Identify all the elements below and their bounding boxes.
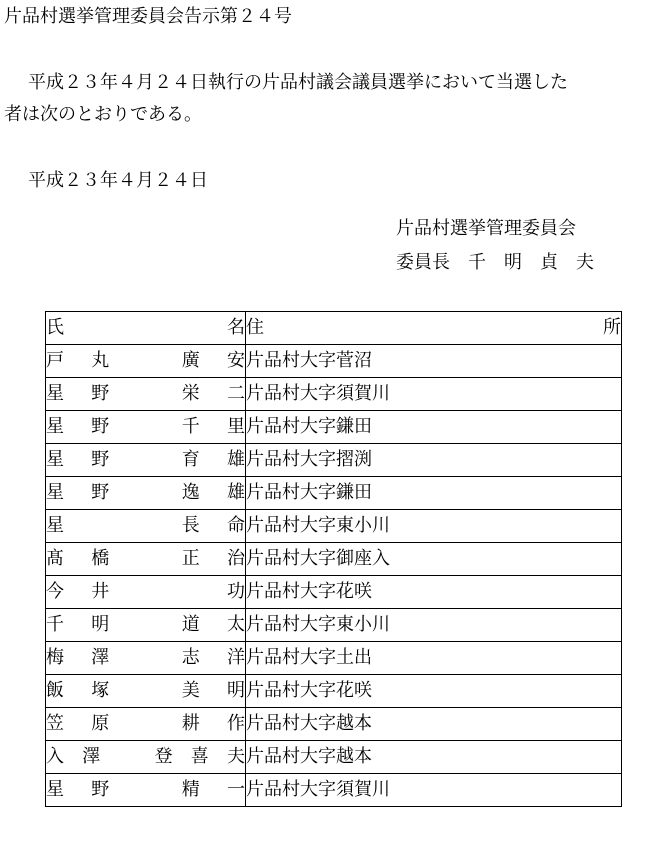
notice-title: 片品村選挙管理委員会告示第２４号 [4,6,292,27]
member-name: 星野 逸雄 [46,477,246,510]
member-address: 片品村大字土出 [246,642,622,675]
column-header-name: 氏 名 [46,312,246,345]
member-name: 戸丸 廣安 [46,345,246,378]
elected-members-table [45,311,622,807]
member-name: 星 長命 [46,510,246,543]
table-row [46,378,622,411]
column-header-address: 住 所 [246,312,622,345]
member-name: 笠原 耕作 [46,708,246,741]
table-row [46,477,622,510]
issuer-name: 片品村選挙管理委員会 [396,218,576,239]
member-address: 片品村大字鎌田 [246,477,622,510]
notice-body-line-1: 平成２３年４月２４日執行の片品村議会議員選挙において当選した [28,72,568,93]
member-name: 髙橋 正治 [46,543,246,576]
member-name: 星野 栄二 [46,378,246,411]
member-name: 星野 千里 [46,411,246,444]
table-row [46,576,622,609]
notice-body-line-2: 者は次のとおりである。 [4,104,202,125]
member-address: 片品村大字越本 [246,708,622,741]
table-row [46,444,622,477]
member-name: 梅澤 志洋 [46,642,246,675]
table-row [46,708,622,741]
member-address: 片品村大字須賀川 [246,378,622,411]
member-name: 飯塚 美明 [46,675,246,708]
table-row [46,609,622,642]
member-address: 片品村大字御座入 [246,543,622,576]
member-address: 片品村大字東小川 [246,609,622,642]
table-row [46,510,622,543]
notice-date: 平成２３年４月２４日 [28,170,208,191]
member-name: 入澤 登喜夫 [46,741,246,774]
table-row [46,411,622,444]
member-address: 片品村大字摺渕 [246,444,622,477]
table-row [46,675,622,708]
table-row [46,345,622,378]
member-name: 星野 精一 [46,774,246,807]
member-name: 今井 功 [46,576,246,609]
table-row [46,642,622,675]
member-address: 片品村大字東小川 [246,510,622,543]
member-address: 片品村大字鎌田 [246,411,622,444]
chairman-name: 委員長 千 明 貞 夫 [396,252,594,273]
member-address: 片品村大字越本 [246,741,622,774]
member-address: 片品村大字花咲 [246,576,622,609]
member-name: 星野 育雄 [46,444,246,477]
member-address: 片品村大字菅沼 [246,345,622,378]
table-row [46,774,622,807]
member-name: 千明 道太 [46,609,246,642]
table-body [46,345,622,807]
member-address: 片品村大字須賀川 [246,774,622,807]
table-row [46,543,622,576]
member-address: 片品村大字花咲 [246,675,622,708]
table-row [46,741,622,774]
table-header-row [46,312,622,345]
